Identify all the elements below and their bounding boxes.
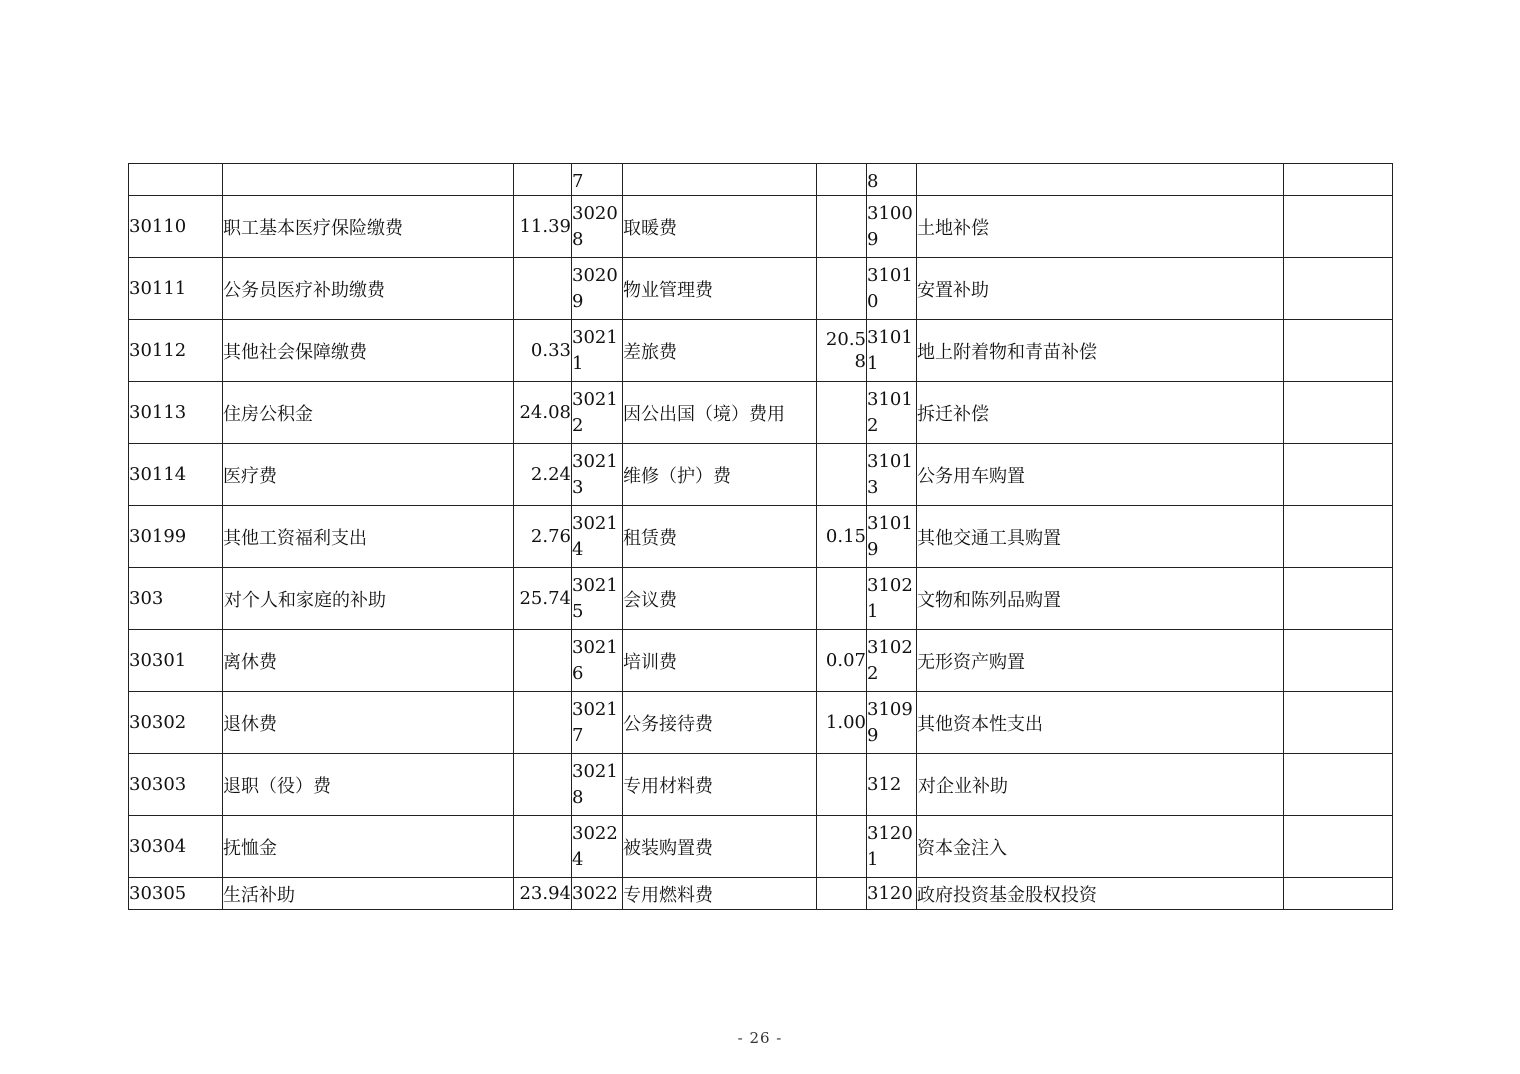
item-code: 30224	[572, 816, 623, 878]
table-row	[129, 258, 1393, 320]
item-amount	[817, 878, 867, 910]
table-row	[129, 878, 1393, 910]
item-amount	[514, 754, 572, 816]
table-row	[129, 816, 1393, 878]
item-code: 312	[867, 754, 917, 816]
table-row	[129, 444, 1393, 506]
item-name: 安置补助	[917, 258, 1284, 320]
item-name: 因公出国（境）费用	[623, 382, 817, 444]
item-amount	[514, 258, 572, 320]
item-name: 对企业补助	[917, 754, 1284, 816]
item-code: 8	[867, 164, 917, 196]
table-row	[129, 692, 1393, 754]
item-amount	[514, 692, 572, 754]
item-name: 专用燃料费	[623, 878, 817, 910]
item-amount: 2.24	[514, 444, 572, 506]
item-name: 培训费	[623, 630, 817, 692]
item-code: 30302	[129, 692, 223, 754]
item-amount	[1284, 444, 1393, 506]
item-name: 公务员医疗补助缴费	[223, 258, 514, 320]
table-row	[129, 754, 1393, 816]
item-amount	[1284, 258, 1393, 320]
item-name: 公务用车购置	[917, 444, 1284, 506]
item-code: 3120	[867, 878, 917, 910]
item-name	[223, 164, 514, 196]
item-name: 专用材料费	[623, 754, 817, 816]
item-name: 会议费	[623, 568, 817, 630]
item-name: 其他交通工具购置	[917, 506, 1284, 568]
item-code: 31011	[867, 320, 917, 382]
item-code: 30114	[129, 444, 223, 506]
item-code: 31201	[867, 816, 917, 878]
item-amount	[1284, 630, 1393, 692]
item-name: 租赁费	[623, 506, 817, 568]
item-amount	[514, 164, 572, 196]
item-code: 31012	[867, 382, 917, 444]
item-amount	[817, 816, 867, 878]
item-name: 拆迁补偿	[917, 382, 1284, 444]
item-code: 31022	[867, 630, 917, 692]
expenditure-table	[128, 163, 1393, 910]
item-name: 住房公积金	[223, 382, 514, 444]
page-number: - 26 -	[737, 1029, 783, 1047]
item-amount	[1284, 506, 1393, 568]
item-amount	[817, 196, 867, 258]
item-code: 30113	[129, 382, 223, 444]
item-name: 物业管理费	[623, 258, 817, 320]
item-amount	[817, 444, 867, 506]
item-name: 取暖费	[623, 196, 817, 258]
item-code: 30209	[572, 258, 623, 320]
item-name: 维修（护）费	[623, 444, 817, 506]
item-name: 职工基本医疗保险缴费	[223, 196, 514, 258]
item-code: 3022	[572, 878, 623, 910]
item-code: 30218	[572, 754, 623, 816]
item-name: 退休费	[223, 692, 514, 754]
item-code: 30111	[129, 258, 223, 320]
item-code	[129, 164, 223, 196]
item-code: 30216	[572, 630, 623, 692]
item-code: 31021	[867, 568, 917, 630]
item-name: 退职（役）费	[223, 754, 514, 816]
item-code: 7	[572, 164, 623, 196]
item-name: 抚恤金	[223, 816, 514, 878]
item-amount: 0.15	[817, 506, 867, 568]
table-row	[129, 164, 1393, 196]
item-amount	[1284, 568, 1393, 630]
item-name: 离休费	[223, 630, 514, 692]
item-amount: 2.76	[514, 506, 572, 568]
item-code: 30110	[129, 196, 223, 258]
item-code: 30305	[129, 878, 223, 910]
item-name: 无形资产购置	[917, 630, 1284, 692]
item-name: 被装购置费	[623, 816, 817, 878]
item-code: 30303	[129, 754, 223, 816]
item-amount: 20.58	[817, 320, 867, 382]
item-amount: 1.00	[817, 692, 867, 754]
item-code: 30304	[129, 816, 223, 878]
item-amount: 24.08	[514, 382, 572, 444]
item-name: 对个人和家庭的补助	[223, 568, 514, 630]
item-name: 其他工资福利支出	[223, 506, 514, 568]
item-code: 303	[129, 568, 223, 630]
item-code: 30301	[129, 630, 223, 692]
item-amount: 11.39	[514, 196, 572, 258]
item-name: 医疗费	[223, 444, 514, 506]
item-name: 差旅费	[623, 320, 817, 382]
item-code: 31010	[867, 258, 917, 320]
item-amount	[1284, 320, 1393, 382]
item-code: 30208	[572, 196, 623, 258]
item-code: 31009	[867, 196, 917, 258]
item-code: 30214	[572, 506, 623, 568]
item-amount	[817, 382, 867, 444]
item-amount	[817, 568, 867, 630]
item-name	[917, 164, 1284, 196]
item-amount	[1284, 878, 1393, 910]
item-amount	[1284, 382, 1393, 444]
item-name: 公务接待费	[623, 692, 817, 754]
item-amount	[1284, 754, 1393, 816]
item-code: 30199	[129, 506, 223, 568]
item-name: 土地补偿	[917, 196, 1284, 258]
table-row	[129, 382, 1393, 444]
item-amount	[1284, 164, 1393, 196]
item-code: 30211	[572, 320, 623, 382]
item-amount	[817, 164, 867, 196]
item-name: 文物和陈列品购置	[917, 568, 1284, 630]
item-name: 地上附着物和青苗补偿	[917, 320, 1284, 382]
item-amount	[514, 816, 572, 878]
table-row	[129, 568, 1393, 630]
item-name: 政府投资基金股权投资	[917, 878, 1284, 910]
item-amount: 0.33	[514, 320, 572, 382]
item-name: 资本金注入	[917, 816, 1284, 878]
item-code: 30212	[572, 382, 623, 444]
item-code: 30217	[572, 692, 623, 754]
item-amount: 0.07	[817, 630, 867, 692]
item-name	[623, 164, 817, 196]
item-amount	[817, 754, 867, 816]
item-amount	[1284, 692, 1393, 754]
item-code: 31013	[867, 444, 917, 506]
item-amount	[817, 258, 867, 320]
item-name: 生活补助	[223, 878, 514, 910]
item-code: 30215	[572, 568, 623, 630]
item-code: 30213	[572, 444, 623, 506]
item-code: 31099	[867, 692, 917, 754]
item-code: 31019	[867, 506, 917, 568]
table-row	[129, 196, 1393, 258]
table-row	[129, 630, 1393, 692]
item-name: 其他资本性支出	[917, 692, 1284, 754]
item-amount: 25.74	[514, 568, 572, 630]
table-row	[129, 320, 1393, 382]
item-amount	[1284, 196, 1393, 258]
table-row	[129, 506, 1393, 568]
item-code: 30112	[129, 320, 223, 382]
item-amount	[514, 630, 572, 692]
item-amount	[1284, 816, 1393, 878]
item-name: 其他社会保障缴费	[223, 320, 514, 382]
item-amount: 23.94	[514, 878, 572, 910]
